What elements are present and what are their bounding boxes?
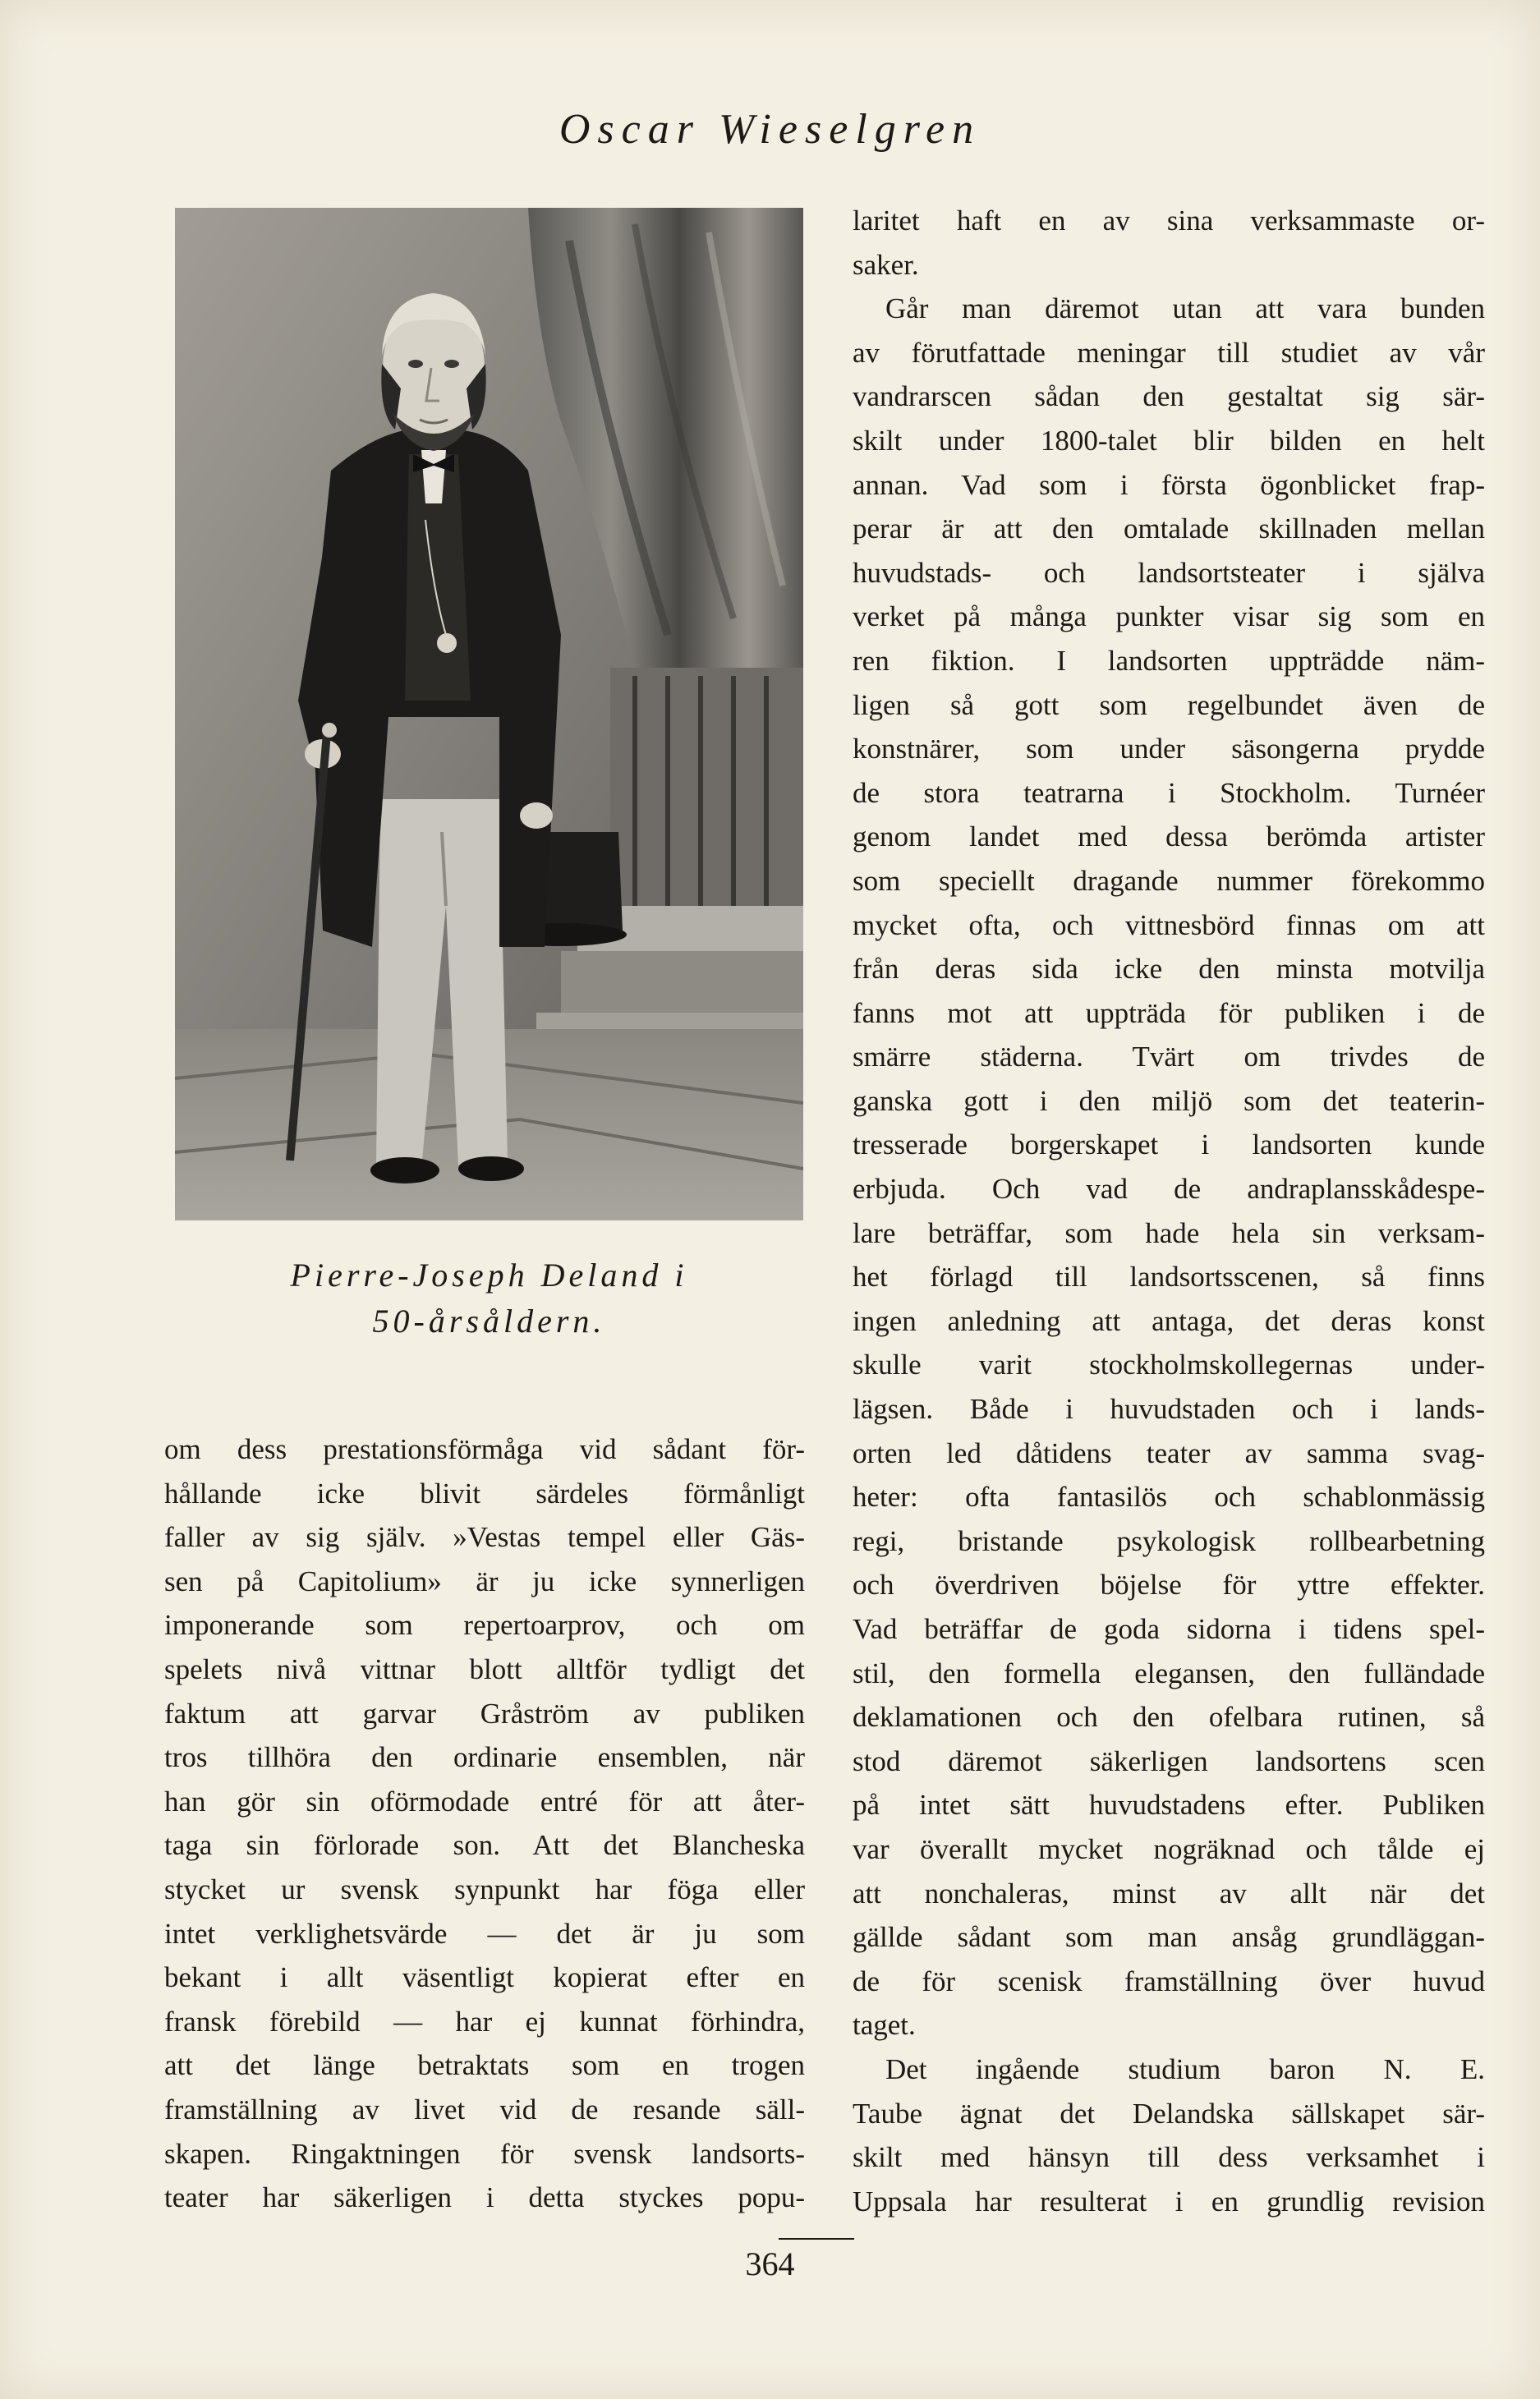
text-line: Taube ägnat det Delandska sällskapet sär- <box>853 2097 1485 2130</box>
running-head: Oscar Wieselgren <box>559 106 981 153</box>
text-line: konstnärer, som under säsongerna prydde <box>853 733 1485 765</box>
text-line: sen på Capitolium» är ju icke synnerligen <box>164 1565 805 1597</box>
text-line: framställning av livet vid de resande säll- <box>164 2093 805 2126</box>
text-line: stycket ur svensk synpunkt har föga eller <box>164 1873 805 1905</box>
text-line: skapen. Ringaktningen för svensk landsorts- <box>164 2137 805 2170</box>
left-text-column <box>164 1427 805 2220</box>
text-line: taget. <box>853 2009 916 2042</box>
text-line: på intet sätt huvudstadens efter. Publiken <box>853 1789 1485 1822</box>
text-line: vandrarscen sådan den gestaltat sig sär- <box>853 380 1485 413</box>
text-line: skilt under 1800-talet blir bilden en helt <box>853 424 1485 457</box>
text-line: laritet haft en av sina verksammaste or- <box>853 205 1485 237</box>
text-line: het förlagd till landsortsscenen, så finns <box>853 1261 1485 1294</box>
text-line: tresserade borgerskapet i landsorten kunde <box>853 1128 1485 1161</box>
caption-line: Pierre-Joseph Deland i <box>290 1257 688 1294</box>
text-line: imponerande som repertoarprov, och om <box>164 1609 805 1642</box>
page-number: 364 <box>745 2245 795 2282</box>
text-line: från deras sida icke den minsta motvilja <box>853 953 1485 986</box>
text-line: ganska gott i den miljö som det teaterin- <box>853 1084 1485 1117</box>
text-line: huvudstads- och landsortsteater i själva <box>853 556 1485 589</box>
caption-line: 50-årsåldern. <box>372 1303 606 1340</box>
text-line: stil, den formella elegansen, den fulländade <box>853 1657 1485 1689</box>
text-line: av förutfattade meningar till studiet av vår <box>853 336 1485 369</box>
text-line: ligen så gott som regelbundet även de <box>853 688 1485 721</box>
text-line: skulle varit stockholmskollegernas under- <box>853 1349 1485 1381</box>
text-line: hållande icke blivit särdeles förmånligt <box>164 1477 805 1510</box>
text-line: genom landet med dessa berömda artister <box>853 820 1485 853</box>
text-line: spelets nivå vittnar blott alltför tydligt det <box>164 1652 805 1685</box>
text-line: gällde sådant som man ansåg grundläggan- <box>853 1921 1485 1954</box>
text-line: om dess prestationsförmåga vid sådant för- <box>164 1433 805 1465</box>
text-line: saker. <box>853 248 919 281</box>
text-line: bekant i allt väsentligt kopierat efter en <box>164 1961 805 1994</box>
text-line: perar är att den omtalade skillnaden mellan <box>853 512 1485 545</box>
text-line: faktum att garvar Gråström av publiken <box>164 1697 805 1730</box>
text-line: var överallt mycket nogräknad och tålde ej <box>853 1832 1485 1865</box>
text-line: och överdriven böjelse för yttre effekter. <box>853 1569 1485 1602</box>
text-line: faller av sig själv. »Vestas tempel eller Gäs- <box>164 1521 805 1554</box>
text-line: som speciellt dragande nummer förekommo <box>853 864 1485 897</box>
text-line: orten led dåtidens teater av samma svag- <box>853 1436 1485 1469</box>
text-line: teater har säkerligen i detta styckes popu- <box>164 2181 805 2214</box>
text-line: Vad beträffar de goda sidorna i tidens spel- <box>853 1613 1485 1645</box>
right-text-column <box>853 199 1485 2223</box>
text-line: smärre städerna. Tvärt om trivdes de <box>853 1041 1485 1073</box>
text-line: stod däremot säkerligen landsortens scen <box>853 1744 1485 1777</box>
text-line: skilt med hänsyn till dess verksamhet i <box>853 2141 1485 2174</box>
text-line: annan. Vad som i första ögonblicket frap- <box>853 468 1485 501</box>
portrait-illustration <box>175 208 803 1220</box>
text-line: regi, bristande psykologisk rollbearbetning <box>853 1524 1485 1557</box>
text-line: mycket ofta, och vittnesbörd finnas om att <box>853 908 1485 941</box>
text-line: Går man däremot utan att vara bunden <box>885 292 1485 325</box>
text-line: taga sin förlorade son. Att det Blancheska <box>164 1829 805 1862</box>
text-line: han gör sin oförmodade entré för att åter- <box>164 1785 805 1818</box>
text-line: att nonchaleras, minst av allt när det <box>853 1877 1485 1910</box>
text-line: tros tillhöra den ordinarie ensemblen, när <box>164 1741 805 1774</box>
text-line: lägsen. Både i huvudstaden och i lands- <box>853 1393 1485 1426</box>
text-line: fanns mot att uppträda för publiken i de <box>853 996 1485 1029</box>
text-line: lare beträffar, som hade hela sin verksam- <box>853 1216 1485 1249</box>
text-line: att det länge betraktats som en trogen <box>164 2049 805 2082</box>
text-line: ingen anledning att antaga, det deras konst <box>853 1304 1485 1337</box>
text-line: erbjuda. Och vad de andraplansskådespe- <box>853 1173 1485 1206</box>
figure-caption <box>175 1252 803 1344</box>
folio-rule <box>779 2238 854 2240</box>
text-line: de för scenisk framställning över huvud <box>853 1965 1485 1997</box>
text-line: ren fiktion. I landsorten uppträdde näm- <box>853 644 1485 677</box>
text-line: fransk förebild — har ej kunnat förhindra, <box>164 2005 805 2038</box>
text-line: intet verklighetsvärde — det är ju som <box>164 1917 805 1950</box>
text-line: Det ingående studium baron N. E. <box>885 2052 1485 2085</box>
text-line: heter: ofta fantasilös och schablonmässig <box>853 1481 1485 1514</box>
portrait-photograph <box>175 208 803 1220</box>
text-line: Uppsala har resulterat i en grundlig revision <box>853 2185 1485 2217</box>
text-line: verket på många punkter visar sig som en <box>853 600 1485 633</box>
text-line: deklamationen och den ofelbara rutinen, så <box>853 1701 1485 1734</box>
text-line: de stora teatrarna i Stockholm. Turnéer <box>853 776 1485 809</box>
